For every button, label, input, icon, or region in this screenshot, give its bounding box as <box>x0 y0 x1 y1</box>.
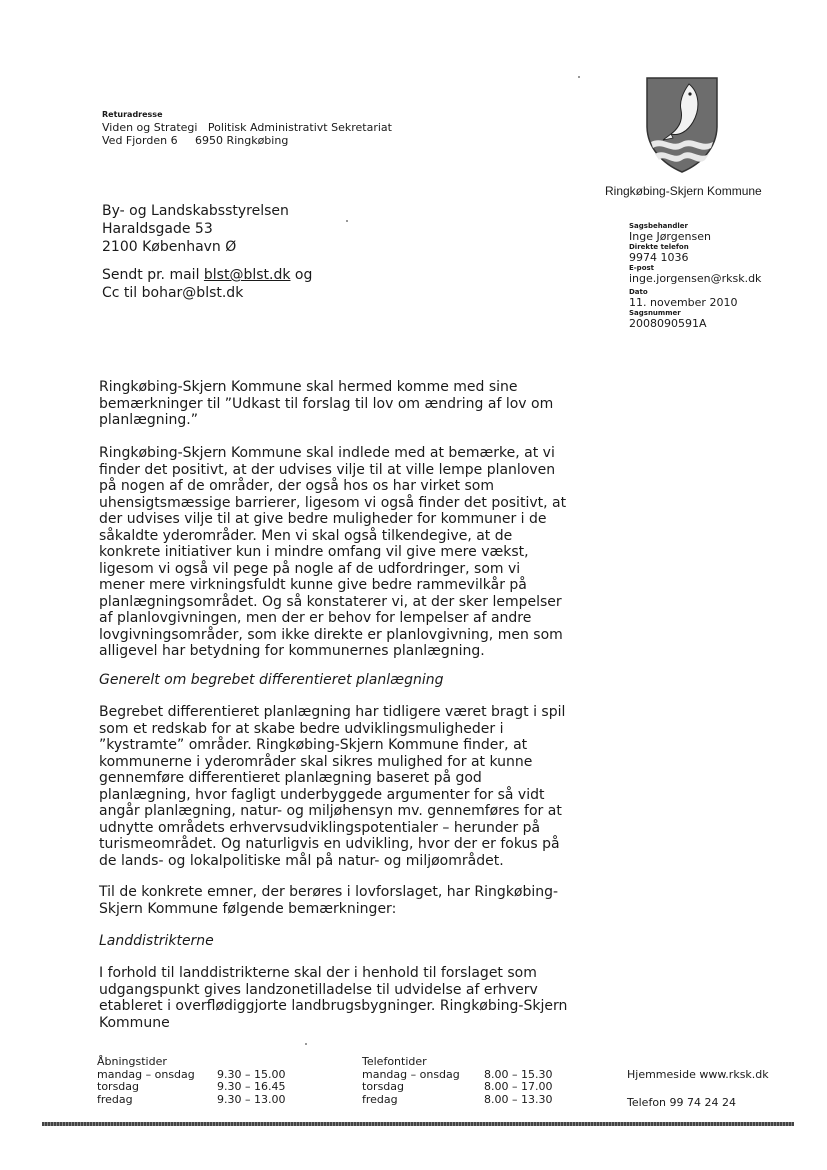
recipient-email-link[interactable]: blst@blst.dk <box>203 267 291 283</box>
footer-website[interactable]: Hjemmeside www.rksk.dk <box>627 1068 769 1081</box>
paragraph-text: Ringkøbing-Skjern Kommune skal indlede med at bemærke, at vi finder det positivt, at der udvises vilje til at ville lempe planloven på nogen af de områder, der også hos os har virket som uhensigtsmæssige barrierer, ligesom vi også finder det positivt, at der udvises vilje til at give bedre muligheder for kommuner i de såkaldte yderområder. Men vi skal også tilkendegive, at de konkrete initiativer kun i mindre omfang vil give mere vækst, ligesom vi også vil pege på nogle af de udfordringer, som vi mener mere virkningsfuldt kunne give bedre rammevilkår på planlægningsområdet. Og så konstaterer vi, at der sker lempelser af planlovgivningen, men der er behov for lempelser af andre lovgivningsområder, som ikke direkte er planlovgivning, men som alligevel har betydning for kommunernes planlægning. <box>99 445 567 659</box>
return-address-line: Viden og Strategi Politisk Administrativt Sekretariat <box>102 121 392 134</box>
opening-time: 9.30 – 13.00 <box>217 1092 286 1106</box>
scan-speck <box>578 76 580 78</box>
paragraph-differentiated-planning <box>99 704 569 869</box>
paragraph-rural-districts <box>99 965 569 1031</box>
section-heading-rural-districts: Landdistrikterne <box>99 933 214 949</box>
phone-label: Direkte telefon <box>629 243 689 251</box>
letter-date: 11. november 2010 <box>629 296 738 309</box>
paragraph-text: Begrebet differentieret planlægning har tidligere været bragt i spil som et redskab for at skabe bedre udviklingsmuligheder i ”kystramte” områder. Ringkøbing-Skjern Kommune finder, at kommunerne i yderområder skal sikres mulighed for at kunne gennemføre differentieret planlægning baseret på god planlægning, hvor fagligt underbyggede argumenter for så vidt angår planlægning, natur- og miljøhensyn mv. gennemføres for at udnytte områdets erhvervsudviklingspotentialer – herunder på turismeområdet. Og naturligvis en udvikling, hvor der er fokus på de lands- og lokalpolitiske mål på natur- og miljøområdet. <box>99 704 566 869</box>
paragraph-text: Ringkøbing-Skjern Kommune skal hermed komme med sine bemærkninger til ”Udkast til forslag til lov om ændring af lov om planlægning.” <box>99 379 554 428</box>
phone-hours-title: Telefontider <box>362 1055 427 1068</box>
phone-day: mandag – onsdag <box>362 1067 460 1081</box>
return-address <box>102 121 392 147</box>
section-heading-differentiated-planning: Generelt om begrebet differentieret planlægning <box>99 672 444 688</box>
coat-of-arms-icon <box>641 74 723 174</box>
sent-suffix: og <box>290 267 313 283</box>
opening-day: fredag <box>97 1092 133 1106</box>
case-metadata <box>629 222 761 330</box>
paragraph-remarks-intro <box>99 884 569 917</box>
paragraph-text: Til de konkrete emner, der berøres i lovforslaget, har Ringkøbing-Skjern Kommune følgende bemærkninger: <box>99 884 559 917</box>
municipality-name: Ringkøbing-Skjern Kommune <box>605 184 762 198</box>
opening-time: 9.30 – 15.00 <box>217 1067 286 1081</box>
opening-hours-title: Åbningstider <box>97 1055 167 1068</box>
scan-speck <box>305 1043 307 1045</box>
email-label: E-post <box>629 264 655 272</box>
opening-day: mandag – onsdag <box>97 1067 195 1081</box>
phone-day: fredag <box>362 1092 398 1106</box>
footer-opening-hours <box>97 1056 285 1106</box>
opening-day: torsdag <box>97 1080 140 1093</box>
return-address-label: Returadresse <box>102 110 163 119</box>
sent-by-mail <box>102 266 312 302</box>
recipient-address <box>102 202 289 256</box>
case-number: 2008090591A <box>629 317 707 330</box>
paragraph-positive <box>99 445 569 660</box>
handler-label: Sagsbehandler <box>629 222 689 230</box>
phone-time: 8.00 – 13.30 <box>484 1092 553 1106</box>
recipient-line: 2100 København Ø <box>102 239 237 255</box>
direct-phone: 9974 1036 <box>629 251 689 264</box>
recipient-line: Haraldsgade 53 <box>102 221 213 237</box>
bottom-divider <box>42 1122 794 1126</box>
date-label: Dato <box>629 288 648 296</box>
return-address-line: Ved Fjorden 6 6950 Ringkøbing <box>102 134 289 147</box>
case-number-label: Sagsnummer <box>629 309 681 317</box>
phone-time: 8.00 – 15.30 <box>484 1067 553 1081</box>
footer-phone-hours <box>362 1056 552 1106</box>
sent-prefix: Sendt pr. mail <box>102 267 204 283</box>
paragraph-intro <box>99 379 569 429</box>
scan-speck <box>346 220 348 222</box>
paragraph-text: I forhold til landdistrikterne skal der i henhold til forslaget som udgangspunkt gives landzonetilladelse til udvidelse af erhverv etableret i overflødiggjorte landbrugsbygninger. Ringkøbing-Skjern Kommune <box>99 965 568 1031</box>
handler-name: Inge Jørgensen <box>629 230 711 243</box>
opening-time: 9.30 – 16.45 <box>217 1080 286 1093</box>
phone-time: 8.00 – 17.00 <box>484 1080 553 1093</box>
recipient-line: By- og Landskabsstyrelsen <box>102 203 289 219</box>
phone-day: torsdag <box>362 1080 405 1093</box>
handler-email[interactable]: inge.jorgensen@rksk.dk <box>629 272 762 285</box>
footer-phone: Telefon 99 74 24 24 <box>627 1096 736 1109</box>
cc-line: Cc til bohar@blst.dk <box>102 285 244 301</box>
